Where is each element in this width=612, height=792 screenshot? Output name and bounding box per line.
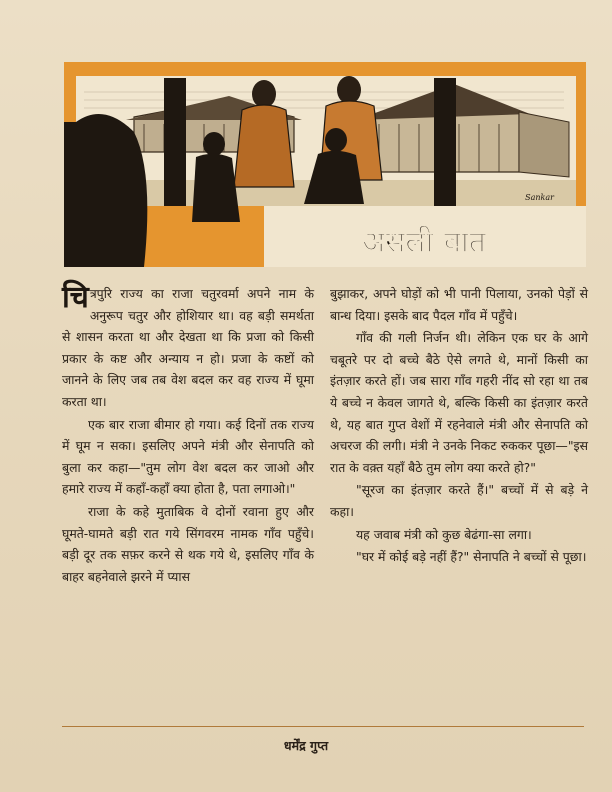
paragraph-3: राजा के कहे मुताबिक वे दोनों रवाना हुए और घूमते-घामते बड़ी रात गये सिंगवरम नामक गाँव पहुँचे। बड़ी दूर तक सफ़र करने से थक गये थे, इसलिए गाँव के बाहर बहनेवाले झरने में प्यास <box>62 503 314 584</box>
story-illustration <box>64 62 586 267</box>
tree-shadow <box>64 114 147 267</box>
paragraph-4: बुझाकर, अपने घोड़ों को भी पानी पिलाया, उनको पेड़ों से बान्ध दिया। इसके बाद पैदल गाँव में पहुँचे। <box>330 286 588 323</box>
author-name: धर्मेंद्र गुप्त <box>283 738 329 753</box>
left-column <box>62 280 314 588</box>
pillar-left <box>164 78 186 206</box>
author-divider <box>62 726 584 727</box>
artist-signature: Sankar <box>525 193 554 202</box>
paragraph-6: "सूरज का इंतज़ार करते हैं।" बच्चों में से बड़े ने कहा। <box>330 482 588 519</box>
paragraph-1 <box>62 280 314 413</box>
story-title: असली बात <box>362 225 486 260</box>
illustration-graphic <box>64 62 586 267</box>
pillar-right <box>434 78 456 208</box>
drop-cap: चि <box>62 280 89 315</box>
paragraph-7: यह जवाब मंत्री को कुछ बेढंगा-सा लगा। <box>356 526 532 542</box>
paragraph-1-text: त्रपुरि राज्य का राजा चतुरवर्मा अपने नाम के अनुरूप चतुर और होशियार था। वह बड़ी समर्थता से शासन करता था और देखता था कि प्रजा को किसी प्रकार के कष्ट और अन्याय न हो। प्रजा के कष्टों को जानने के लिए जब तब वेश बदल कर वह राज्य में घूमा करता था। <box>62 286 314 409</box>
paragraph-5: गाँव की गली निर्जन थी। लेकिन एक घर के आगे चबूतरे पर दो बच्चे बैठे ऐसे लगते थे, मानों किसी का इंतज़ार करते हों। जब सारा गाँव गहरी नींद सो रहा था तब ये बच्चे न केवल जागते थे, बल्कि किसी का इंतज़ार करते थे, यह बात गुप्त वेशों में रहनेवाले मंत्री और सेनापति को अचरज की लगी। मंत्री ने उनके निकट रुककर पूछा—"इस रात के वक़्त यहाँ बैठे तुम लोग क्या करते हो?" <box>330 330 588 475</box>
right-column <box>330 283 588 569</box>
paragraph-2: एक बार राजा बीमार हो गया। कई दिनों तक राज्य में घूम न सका। इसलिए अपने मंत्री और सेनापति को बुला कर कहा—"तुम लोग वेश बदल कर जाओ और हमारे राज्य में कहाँ-कहाँ क्या होता है, पता लगाओ।" <box>62 416 314 497</box>
paragraph-8: "घर में कोई बड़े नहीं हैं?" सेनापति ने बच्चों से पूछा। <box>356 549 587 565</box>
